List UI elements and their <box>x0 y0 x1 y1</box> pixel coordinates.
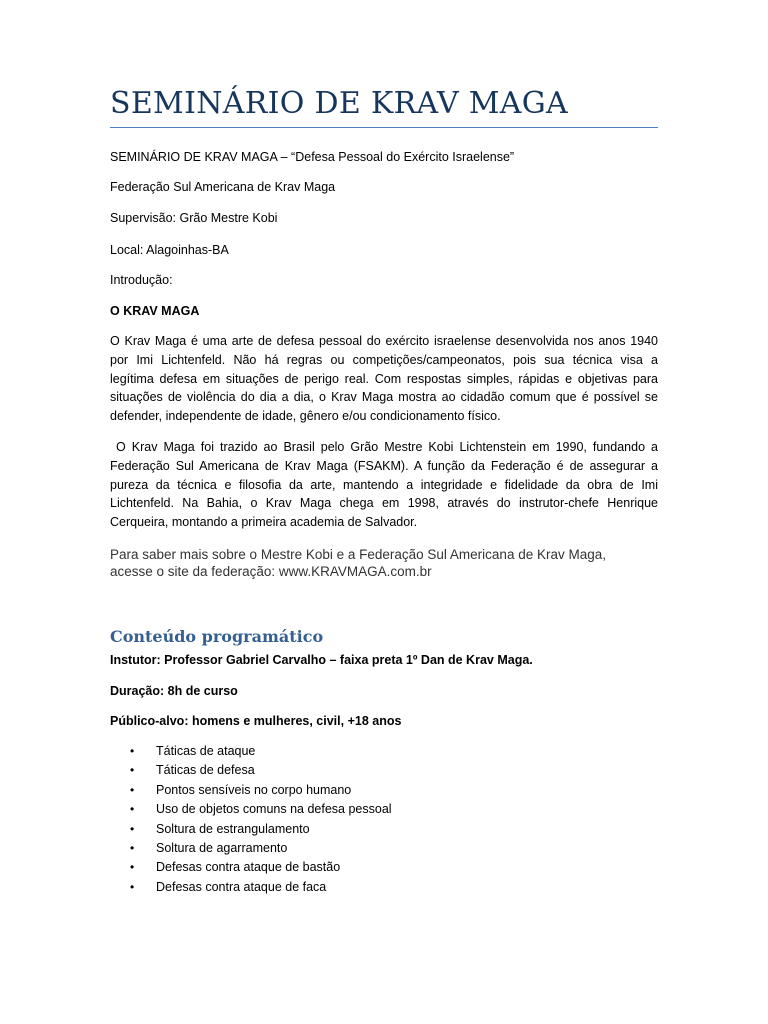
location-line: Local: Alagoinhas-BA <box>110 243 229 257</box>
list-item <box>110 800 392 819</box>
paragraph-line: legítima defesa em situações de perigo real. Com respostas simples, rápidas e objetivas para <box>110 371 658 386</box>
topic-label: Soltura de agarramento <box>156 840 288 855</box>
seminar-subtitle: SEMINÁRIO DE KRAV MAGA – “Defesa Pessoal do Exército Israelense” <box>110 150 515 164</box>
bullet-icon: • <box>130 879 135 894</box>
paragraph-line: pureza da técnica e filosofia da arte, mantendo a integridade e fidelidade da obra de Imi <box>110 477 658 492</box>
paragraph-line: Cerqueira, montando a primeira academia de Salvador. <box>110 515 418 530</box>
supervision-line: Supervisão: Grão Mestre Kobi <box>110 211 278 225</box>
topic-label: Defesas contra ataque de bastão <box>156 860 341 875</box>
document-title: SEMINÁRIO DE KRAV MAGA <box>110 86 568 121</box>
paragraph-line: Federação Sul Americana de Krav Maga (FSAKM). A função da Federação é de assegurar a <box>110 458 658 473</box>
bullet-icon: • <box>130 744 135 758</box>
topic-label: Táticas de ataque <box>156 744 256 758</box>
bullet-icon: • <box>130 840 135 855</box>
topics-list <box>110 742 392 897</box>
list-item <box>110 839 392 858</box>
list-item <box>110 781 392 800</box>
list-item <box>110 742 392 761</box>
topic-label: Soltura de estrangulamento <box>156 821 310 836</box>
paragraph-line: Lichtenfeld. Na Bahia, o Krav Maga chega em 1998, através do instrutor-chefe Henrique <box>110 496 658 511</box>
paragraph-line: defender, independente de idade, gênero e/ou condicionamento físico. <box>110 409 501 424</box>
bullet-icon: • <box>130 763 135 778</box>
paragraph-line: situações de violência do dia a dia, o Krav Maga mostra ao cidadão comum que é possível se <box>110 390 658 405</box>
paragraph-line: O Krav Maga é uma arte de defesa pessoal do exército israelense desenvolvida nos anos 1940 <box>110 334 658 348</box>
intro-label: Introdução: <box>110 273 173 287</box>
paragraph-line: O Krav Maga foi trazido ao Brasil pelo Grão Mestre Kobi Lichtenstein em 1990, fundando a <box>110 440 658 454</box>
list-item <box>110 820 392 839</box>
bullet-icon: • <box>130 821 135 836</box>
audience-line: Público-alvo: homens e mulheres, civil, +18 anos <box>110 714 402 728</box>
title-underline <box>110 127 658 128</box>
list-item <box>110 858 392 877</box>
duration-line: Duração: 8h de curso <box>110 684 238 698</box>
bullet-icon: • <box>130 860 135 875</box>
krav-maga-heading: O KRAV MAGA <box>110 304 200 318</box>
federation-name: Federação Sul Americana de Krav Maga <box>110 180 336 194</box>
topic-label: Uso de objetos comuns na defesa pessoal <box>156 802 392 817</box>
paragraph-line: por Imi Lichtenfeld. Não há regras ou competições/campeonatos, pois sua técnica visa a <box>110 352 658 367</box>
topic-label: Táticas de defesa <box>156 763 255 778</box>
bullet-icon: • <box>130 802 135 817</box>
topic-label: Pontos sensíveis no corpo humano <box>156 782 352 797</box>
more-info-line-1: Para saber mais sobre o Mestre Kobi e a Federação Sul Americana de Krav Maga, <box>110 547 606 562</box>
bullet-icon: • <box>130 782 135 797</box>
topic-label: Defesas contra ataque de faca <box>156 879 327 894</box>
more-info-line-2: acesse o site da federação: www.KRAVMAGA.com.br <box>110 564 432 579</box>
list-item <box>110 761 392 780</box>
instructor-line: Instutor: Professor Gabriel Carvalho – faixa preta 1º Dan de Krav Maga. <box>110 653 533 667</box>
list-item <box>110 878 392 897</box>
paragraph-history <box>110 438 658 532</box>
program-heading: Conteúdo programático <box>110 627 324 646</box>
paragraph-about-krav-maga <box>110 332 658 426</box>
